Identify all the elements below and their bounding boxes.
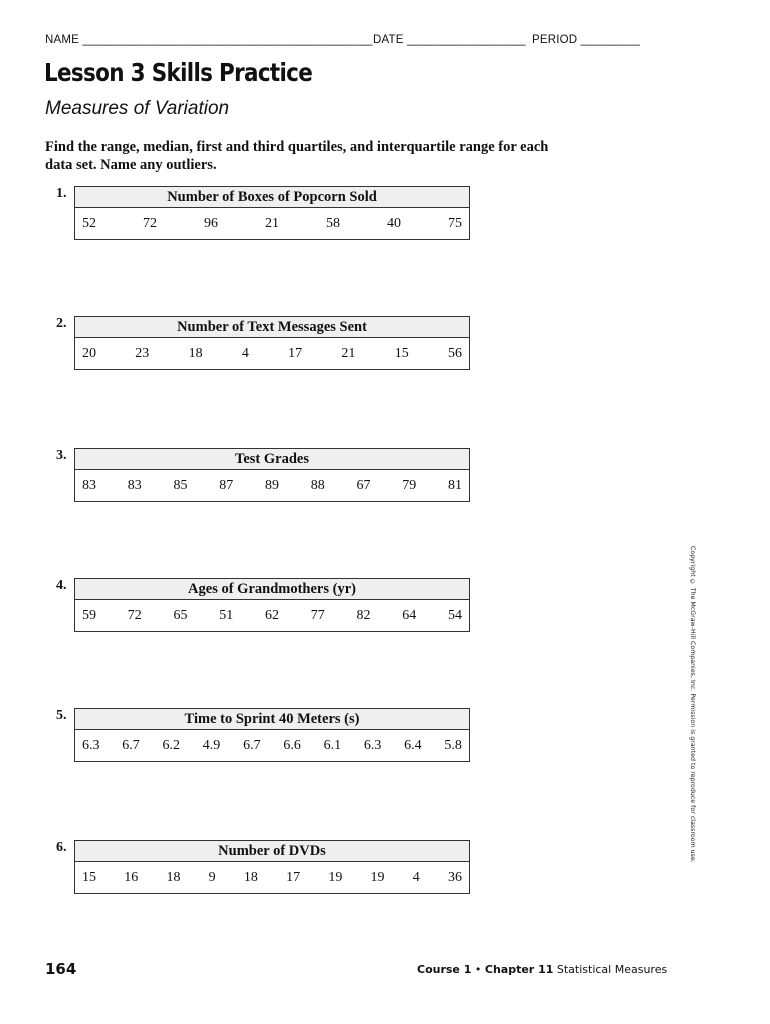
data-value: 4: [412, 870, 420, 885]
data-value: 6.6: [283, 738, 301, 753]
data-value: 89: [265, 478, 279, 493]
data-value: 56: [447, 346, 462, 361]
data-value: 16: [124, 870, 139, 885]
data-table-title: Number of Text Messages Sent: [75, 317, 469, 338]
data-value: 83: [82, 478, 96, 493]
data-value: 19: [328, 870, 343, 885]
data-table-title: Time to Sprint 40 Meters (s): [75, 709, 469, 730]
data-value: 17: [286, 870, 301, 885]
data-table: [74, 186, 470, 240]
data-value: 18: [188, 346, 203, 361]
data-value: 83: [127, 478, 142, 493]
data-value: 85: [173, 478, 188, 493]
problem: [56, 186, 476, 246]
data-value: 6.4: [404, 738, 422, 753]
data-value: 58: [326, 216, 340, 231]
data-table-values: [75, 208, 469, 240]
problem: [56, 448, 476, 508]
data-value: 15: [82, 870, 96, 885]
data-table-values: [75, 470, 469, 502]
course-label: Course 1: [417, 963, 472, 976]
date-label: DATE __________________: [373, 34, 526, 46]
data-table-values: [75, 338, 469, 370]
problem-number: 3.: [56, 448, 67, 463]
problem-number: 2.: [56, 316, 67, 331]
page-title: Lesson 3 Skills Practice: [44, 58, 313, 87]
data-value: 79: [402, 478, 417, 493]
data-table: [74, 708, 470, 762]
data-value: 19: [370, 870, 385, 885]
worksheet-header: [45, 34, 645, 50]
data-value: 20: [82, 346, 96, 361]
data-table-values: [75, 730, 469, 762]
data-value: 81: [448, 478, 462, 493]
footer-separator: •: [474, 963, 482, 976]
course-footer: [417, 963, 667, 976]
data-value: 64: [402, 608, 417, 623]
data-value: 4: [241, 346, 249, 361]
data-value: 36: [447, 870, 462, 885]
data-value: 6.1: [323, 738, 342, 753]
data-value: 18: [166, 870, 181, 885]
data-value: 6.2: [162, 738, 181, 753]
data-value: 5.8: [444, 738, 462, 753]
problem: [56, 316, 476, 376]
data-value: 96: [204, 216, 218, 231]
data-value: 88: [310, 478, 325, 493]
problem-number: 1.: [56, 186, 67, 201]
data-value: 6.7: [243, 738, 261, 753]
data-value: 67: [356, 478, 371, 493]
data-value: 18: [243, 870, 258, 885]
problem: [56, 708, 476, 768]
data-table-title: Ages of Grandmothers (yr): [75, 579, 469, 600]
data-table: [74, 840, 470, 894]
data-table: [74, 578, 470, 632]
problem-number: 5.: [56, 708, 67, 723]
data-value: 82: [356, 608, 371, 623]
data-table-values: [75, 862, 469, 894]
data-value: 21: [341, 346, 356, 361]
data-value: 4.9: [202, 738, 221, 753]
chapter-label: Chapter 11: [484, 963, 554, 976]
data-value: 21: [265, 216, 279, 231]
problem-number: 4.: [56, 578, 67, 593]
data-table: [74, 316, 470, 370]
data-value: 54: [448, 608, 462, 623]
copyright-notice: Copyright © The McGraw-Hill Companies, Inc. Permission is granted to reproduce for classroom use.: [689, 546, 696, 863]
problem: [56, 578, 476, 638]
data-value: 6.3: [82, 738, 100, 753]
name-label: NAME ____________________________________________: [45, 34, 373, 46]
page-subtitle: Measures of Variation: [45, 98, 230, 119]
problem: [56, 840, 476, 900]
data-value: 72: [143, 216, 157, 231]
data-value: 87: [219, 478, 234, 493]
data-value: 17: [288, 346, 303, 361]
data-value: 9: [208, 870, 216, 885]
data-value: 65: [173, 608, 188, 623]
data-table-title: Test Grades: [75, 449, 469, 470]
data-value: 40: [387, 216, 401, 231]
data-value: 59: [82, 608, 96, 623]
data-value: 52: [82, 216, 96, 231]
period-label: PERIOD _________: [532, 34, 641, 46]
data-value: 23: [135, 346, 150, 361]
data-table-values: [75, 600, 469, 632]
data-value: 6.3: [363, 738, 382, 753]
data-value: 15: [394, 346, 409, 361]
problem-number: 6.: [56, 840, 67, 855]
data-table: [74, 448, 470, 502]
instructions: Find the range, median, first and third quartiles, and interquartile range for each data set. Name any outliers.: [45, 139, 549, 173]
data-value: 62: [265, 608, 279, 623]
data-table-title: Number of DVDs: [75, 841, 469, 862]
data-value: 51: [219, 608, 234, 623]
data-value: 77: [310, 608, 325, 623]
data-table-title: Number of Boxes of Popcorn Sold: [75, 187, 469, 208]
data-value: 72: [127, 608, 142, 623]
data-value: 75: [448, 216, 462, 231]
data-value: 6.7: [122, 738, 140, 753]
chapter-title: Statistical Measures: [556, 963, 668, 976]
page-number: 164: [45, 960, 77, 978]
